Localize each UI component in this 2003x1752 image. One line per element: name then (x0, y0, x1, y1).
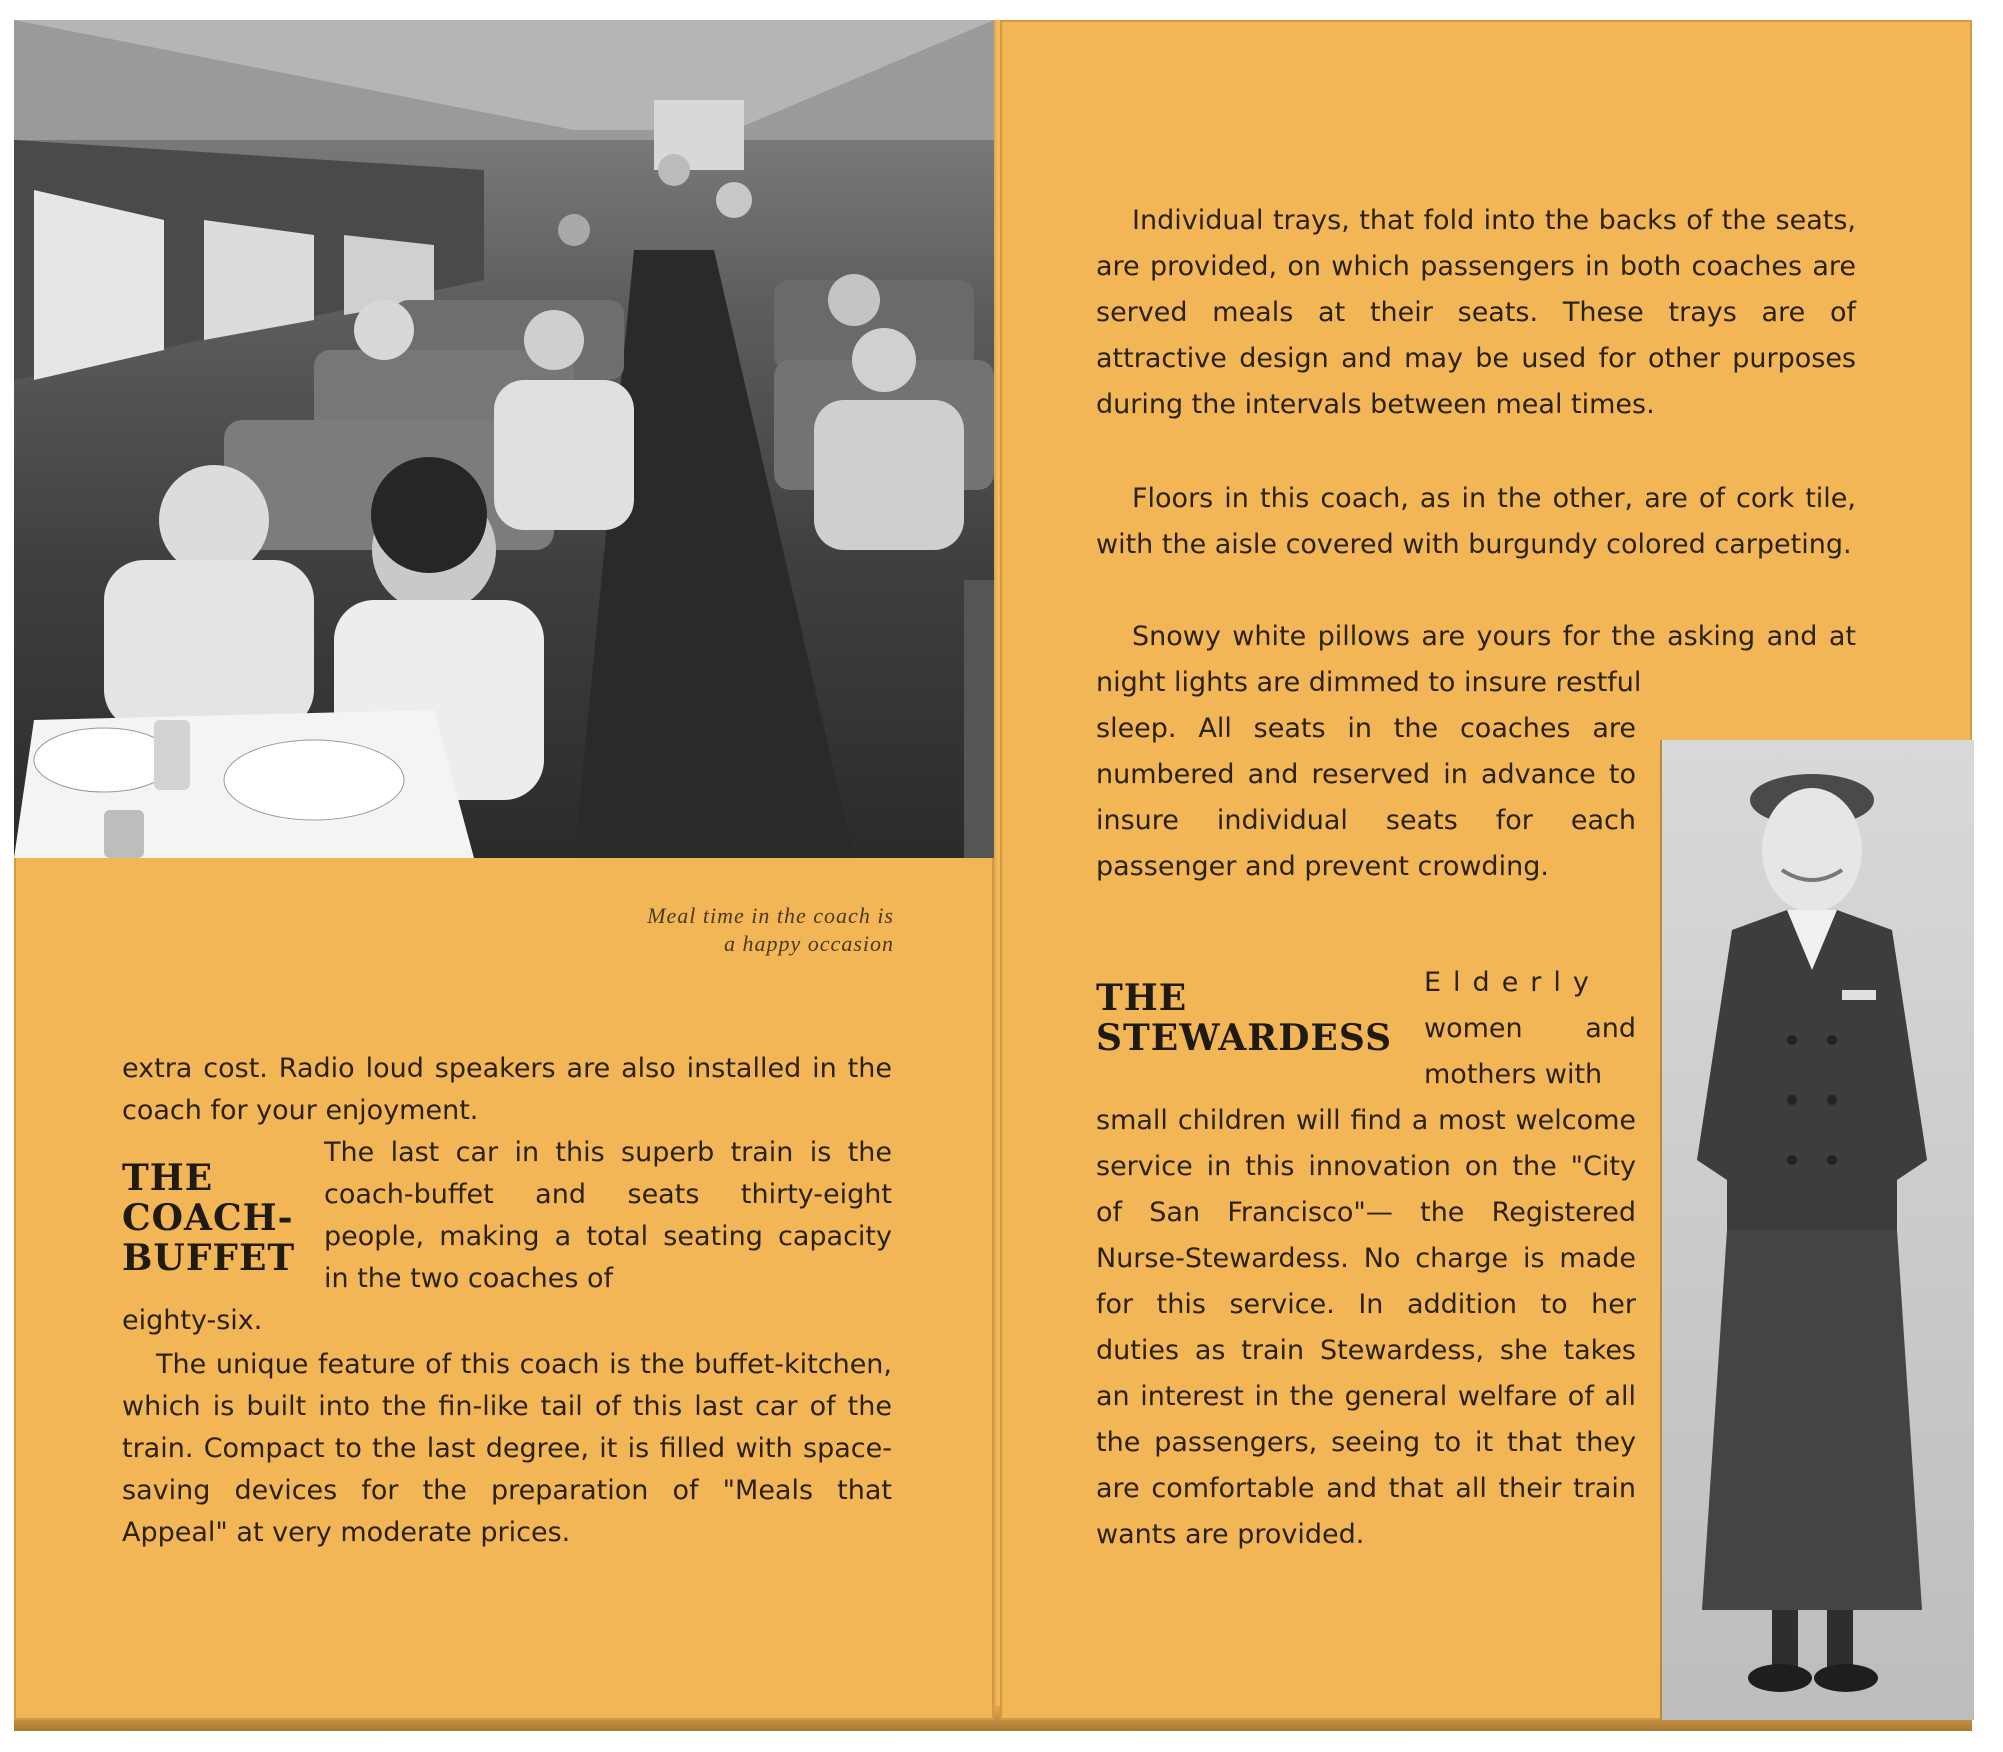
coach-dining-photo (14, 20, 994, 858)
coach-buffet-tail: eighty-six. (122, 1305, 263, 1336)
stewardess-photo (1660, 740, 1974, 1720)
heading-line: STEWARDESS (1096, 1017, 1393, 1059)
radio-paragraph: extra cost. Radio loud speakers are also installed in the coach for your enjoyment. (122, 1053, 892, 1126)
caption-line-1: Meal time in the coach is (647, 903, 894, 928)
photo-caption (434, 902, 894, 958)
heading-line: BUFFET (122, 1237, 296, 1279)
coach-buffet-heading (122, 1158, 295, 1278)
stewardess-heading (1096, 978, 1392, 1058)
heading-line: COACH- (122, 1197, 294, 1239)
caption-line-2: a happy occasion (724, 931, 894, 956)
heading-line: THE (1096, 977, 1188, 1019)
floors-paragraph: Floors in this coach, as in the other, are of cork tile, with the aisle covered with burgundy colored carpeting. (1096, 483, 1856, 560)
right-page (1000, 20, 1972, 1720)
unique-feature-paragraph: The unique feature of this coach is the buffet-kitchen, which is built into the fin-like tail of this last car of the train. Compact to the last degree, it is filled with space-saving devices for the preparation of "Meals that Appeal" at very moderate prices. (122, 1349, 892, 1548)
coach-buffet-paragraph: The last car in this superb train is the coach-buffet and seats thirty-eight people, making a total seating capacity in the two coaches of (324, 1137, 892, 1294)
elderly-text: women and mothers with (1424, 1013, 1636, 1090)
heading-line: THE (122, 1157, 214, 1199)
stewardess-paragraph: small children will find a most welcome service in this innovation on the "City of San Francisco"— the Registered Nurse-Stewardess. No charge is made for this service. In addition to her duties as train Stewardess, she takes an interest in the general welfare of all the passengers, seeing to it that they are comfortable and that all their train wants are provided. (1096, 1105, 1636, 1550)
trays-paragraph: Individual trays, that fold into the backs of the seats, are provided, on which passengers in both coaches are served meals at their seats. These trays are of attractive design and may be used for other purposes during the intervals between meal times. (1096, 205, 1856, 420)
left-page (14, 20, 994, 1720)
seats-paragraph: sleep. All seats in the coaches are numbered and reserved in advance to insure individual seats for each passenger and prevent crowding. (1096, 713, 1636, 882)
pillows-paragraph: Snowy white pillows are yours for the asking and at night lights are dimmed to insure restful (1096, 621, 1856, 698)
elderly-word: Elderly (1424, 967, 1601, 998)
